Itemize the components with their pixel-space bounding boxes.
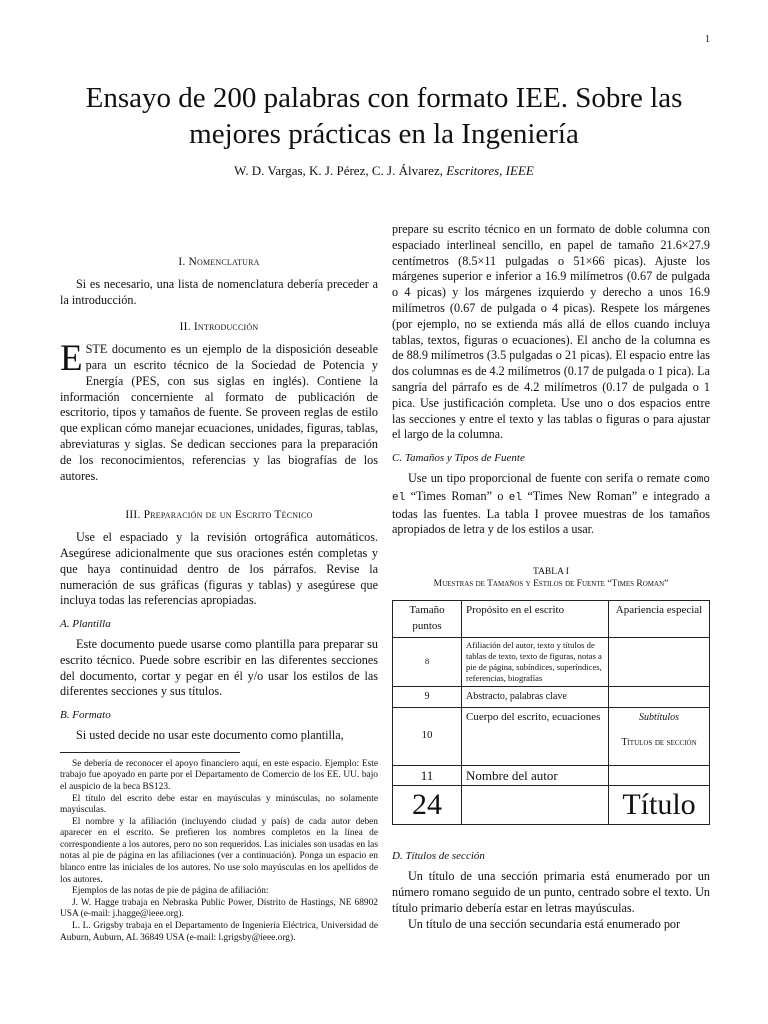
table-cell-size: 9	[393, 686, 462, 707]
table-cell-purpose: Nombre del autor	[462, 765, 609, 786]
introduccion-text: STE documento es un ejemplo de la disposición deseable para un escrito técnico de la Sociedad de Potencia y Energía (PES, con sus siglas en inglés). Contiene la información concerniente al formato de publicación de escritorio, tipos y tamaños de fuente. Se proveen reglas de estilo que explican cómo manejar ecuaciones, unidades, figuras, tablas, abreviaturas y siglas. Se dedican secciones para la preparación de los reconocimientos, referencias y las biografías de los autores.	[60, 342, 378, 483]
table-cell-appearance	[609, 637, 710, 686]
table-header-row	[393, 601, 710, 638]
tamanos-mono: el	[508, 491, 522, 504]
formato-paragraph-right: prepare su escrito técnico en un formato de doble columna con espaciado interlineal sencillo, en papel de tamaño 21.6×27.9 centímetros (8.5×11 pulgadas o 51×66 picas). Ajuste los márgenes superior e inferior a 16.9 milímetros (0.67 de pulgada o 4 picas) y los márgenes izquierdo y derecho a unos 16.9 milímetros (0.67 de pulgada o 4 picas). Respete los márgenes (por ejemplo, no se extienda más allá de ellos cuando incluya tablas, textos, figuras o ecuaciones). El ancho de la columna es de 88.9 milímetros (3.5 pulgadas o 21 picas). El espacio entre las dos columnas es de 4.2 milímetros (0.17 de pulgada o 1 pica). La sangría del párrafo es de 4.2 milímetros (0.17 de pulgada o 1 pica. Use justificación completa. Use uno o dos espacios entre las secciones y entre el texto y las tablas o figuras o para ajustar el largo de la columna.	[392, 222, 710, 442]
table-cell-appearance	[609, 707, 710, 765]
tamanos-text: Use un tipo proporcional de fuente con serifa o remate	[408, 470, 680, 485]
table-cell-purpose: Afiliación del autor, texto y títulos de tablas de texto, texto de figuras, notas a pie de página, subíndices, superíndices, referencias, biografías	[462, 637, 609, 686]
table-header-cell: Tamaño puntos	[393, 601, 462, 638]
drop-cap: E	[60, 338, 83, 380]
author-line	[50, 163, 718, 179]
table-cell-size: 8	[393, 637, 462, 686]
table-row	[393, 637, 710, 686]
footnote: El nombre y la afiliación (incluyendo ciudad y país) de cada autor deben aparecer en el escrito. Se prefieren los nombres completos en la línea de correspondiente a los autores, pero no son requeridos. Las iniciales son usadas en las notas al pie de página en las afiliaciones (ver a continuación). Ponga un espacio en blanco entre las iniciales de los autores. No use solo mayúsculas en los apellidos de los autores.	[60, 816, 378, 885]
table-cell-purpose: Cuerpo del escrito, ecuaciones	[462, 707, 609, 765]
titulos-paragraph: Un título de una sección primaria está enumerado por un número romano seguido de un punto, centrado sobre el texto. Un título primario debería estar en letras mayúsculas.	[392, 869, 710, 915]
footnotes	[60, 759, 378, 945]
section-heading-preparacion: III. Preparación de un Escrito Técnico	[125, 509, 313, 522]
table-cell-appearance	[609, 686, 710, 707]
right-column	[392, 222, 710, 932]
titulos-paragraph: Un título de una sección secundaria está enumerado por	[408, 916, 681, 931]
tamanos-mono: como el	[392, 473, 711, 504]
table-subcaption: Muestras de Tamaños y Estilos de Fuente “Times Roman”	[433, 579, 669, 590]
footnote-divider	[60, 752, 240, 753]
introduccion-paragraph	[60, 338, 378, 484]
formato-paragraph-left: Si usted decide no usar este documento como plantilla,	[76, 727, 344, 742]
subsection-heading-plantilla: A. Plantilla	[60, 618, 111, 631]
table-cell-purpose: Abstracto, palabras clave	[462, 686, 609, 707]
table-row	[393, 786, 710, 825]
table-cell-size: 10	[393, 707, 462, 765]
appearance-titulos: Títulos de sección	[621, 737, 697, 749]
author-names: W. D. Vargas, K. J. Pérez, C. J. Álvarez,	[234, 163, 443, 178]
tamanos-text: “Times Roman” o	[410, 488, 504, 503]
table-header-cell: Propósito en el escrito	[462, 601, 609, 638]
table-row	[393, 707, 710, 765]
appearance-subtitulos: Subtítulos	[638, 711, 679, 723]
table-row	[393, 686, 710, 707]
footnote: Se debería de reconocer el apoyo financiero aquí, en este espacio. Ejemplo: Este trabajo fue apoyado en parte por el Departamento de Comercio de los EE. UU. bajo el auspicio de la beca BS123.	[60, 758, 378, 792]
tamanos-paragraph	[392, 471, 710, 538]
table-cell-purpose	[462, 786, 609, 825]
subsection-heading-tamanos: C. Tamaños y Tipos de Fuente	[392, 452, 525, 465]
plantilla-paragraph: Este documento puede usarse como plantilla para preparar su escrito técnico. Puede sobre escribir en las diferentes secciones del documento, cortar y pegar en él y/o usar los estilos de las diferentes secciones y sus títulos.	[60, 636, 378, 699]
author-role: Escritores, IEEE	[446, 163, 534, 178]
table-cell-appearance	[609, 765, 710, 786]
table-number: TABLA I	[533, 567, 569, 578]
section-heading-nomenclatura: I. Nomenclatura	[178, 256, 260, 268]
table-cell-appearance: Título	[609, 786, 710, 825]
section-heading-introduccion: II. Introducción	[179, 321, 259, 334]
nomenclatura-paragraph: Si es necesario, una lista de nomenclatura debería preceder a la introducción.	[60, 276, 378, 307]
table-row	[393, 765, 710, 786]
footnote: L. L. Grigsby trabaja en el Departamento de Ingeniería Eléctrica, Universidad de Auburn, Auburn, AL 36849 USA (e-mail: l.grigsby@ieee.org).	[60, 921, 378, 943]
footnote: El título del escrito debe estar en mayúsculas y minúsculas, no solamente mayúsculas.	[60, 793, 378, 816]
page-number: 1	[705, 34, 710, 45]
left-column	[60, 255, 378, 944]
preparacion-paragraph: Use el espaciado y la revisión ortográfica automáticos. Asegúrese adicionalmente que sus oraciones estén completas y que haya continuidad dentro de los párrafos. Revise la numeración de sus gráficas (figuras y tablas) y asegúrese que incluya todas las referencias apropiadas.	[60, 530, 378, 608]
footnote: J. W. Hagge trabaja en Nebraska Public Power, Distrito de Hastings, NE 68902 USA (e-mail: j.hagge@ieee.org).	[60, 897, 378, 920]
font-size-table	[392, 600, 710, 825]
subsection-heading-formato: B. Formato	[60, 709, 111, 722]
table-cell-size: 24	[393, 786, 462, 825]
table-cell-size: 11	[393, 765, 462, 786]
tamanos-text: “Times New Roman” e integrado a todas las fuentes. La tabla I provee muestras de los tamaños apropiados de letra y de los estilos a usar.	[392, 488, 711, 537]
subsection-heading-titulos: D. Títulos de sección	[392, 850, 485, 863]
paper-title: Ensayo de 200 palabras con formato IEE. Sobre las mejores prácticas en la Ingeniería	[85, 82, 683, 150]
table-header-cell: Apariencia especial	[609, 601, 710, 638]
table-caption	[392, 566, 710, 590]
footnote: Ejemplos de las notas de pie de página de afiliación:	[72, 886, 269, 897]
